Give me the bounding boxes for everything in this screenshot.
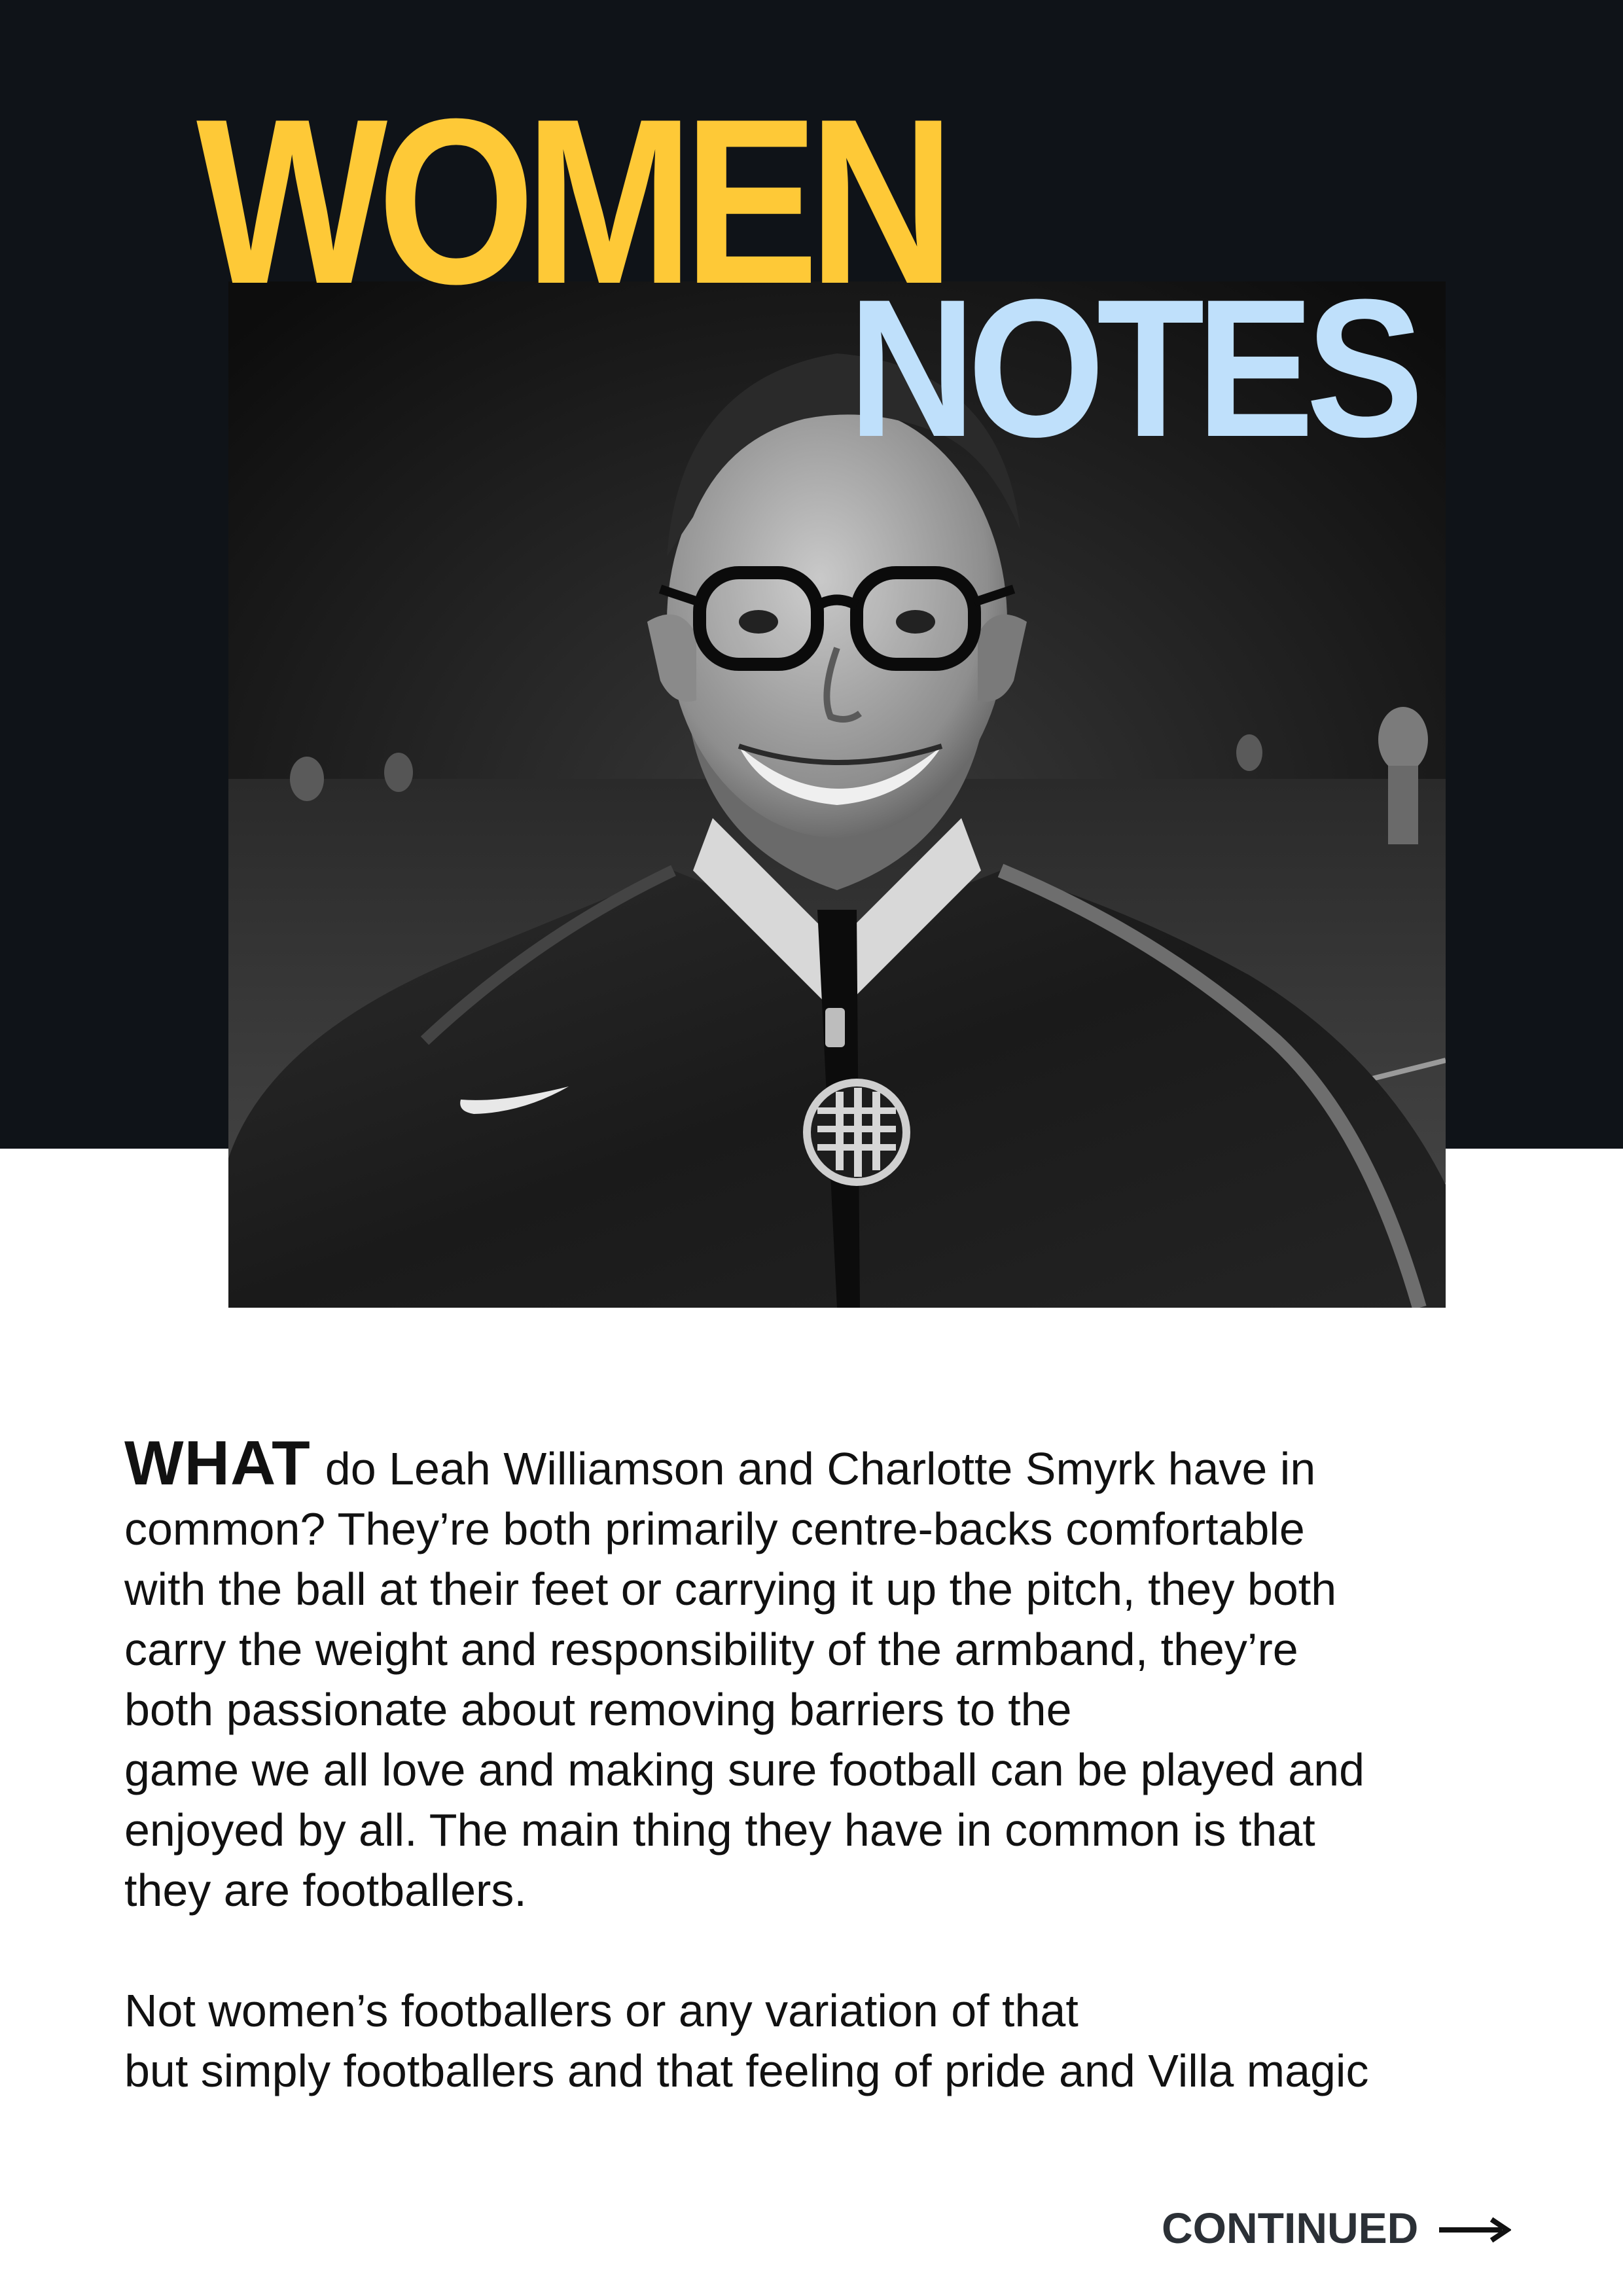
right-arrow-icon xyxy=(1439,2203,1511,2253)
paragraph-line: game we all love and making sure football can be played and xyxy=(124,1744,1365,1795)
article-body xyxy=(124,1428,1531,2101)
paragraph-line: carry the weight and responsibility of the armband, they’re xyxy=(124,1624,1298,1675)
paragraph-line: enjoyed by all. The main thing they have in common is that xyxy=(124,1804,1315,1856)
line-text: do Leah Williamson and Charlotte Smyrk have in xyxy=(325,1443,1316,1494)
continued-link[interactable] xyxy=(1162,2197,1511,2259)
paragraph-line xyxy=(124,1428,1531,1499)
paragraph-gap xyxy=(124,1920,1531,1981)
paragraph-line: with the ball at their feet or carrying it up the pitch, they both xyxy=(124,1564,1337,1615)
paragraph-line: Not women’s footballers or any variation of that xyxy=(124,1985,1079,2036)
paragraph-line: they are footballers. xyxy=(124,1865,527,1916)
continued-label: CONTINUED xyxy=(1162,2204,1419,2252)
paragraph-line: but simply footballers and that feeling of pride and Villa magic xyxy=(124,2045,1369,2096)
lead-word: WHAT xyxy=(124,1428,311,1498)
paragraph-line: common? They’re both primarily centre-backs comfortable xyxy=(124,1503,1305,1554)
paragraph-line: both passionate about removing barriers to the xyxy=(124,1684,1072,1735)
title-women: WOMEN xyxy=(196,70,945,333)
title-notes: NOTES xyxy=(848,258,1416,478)
